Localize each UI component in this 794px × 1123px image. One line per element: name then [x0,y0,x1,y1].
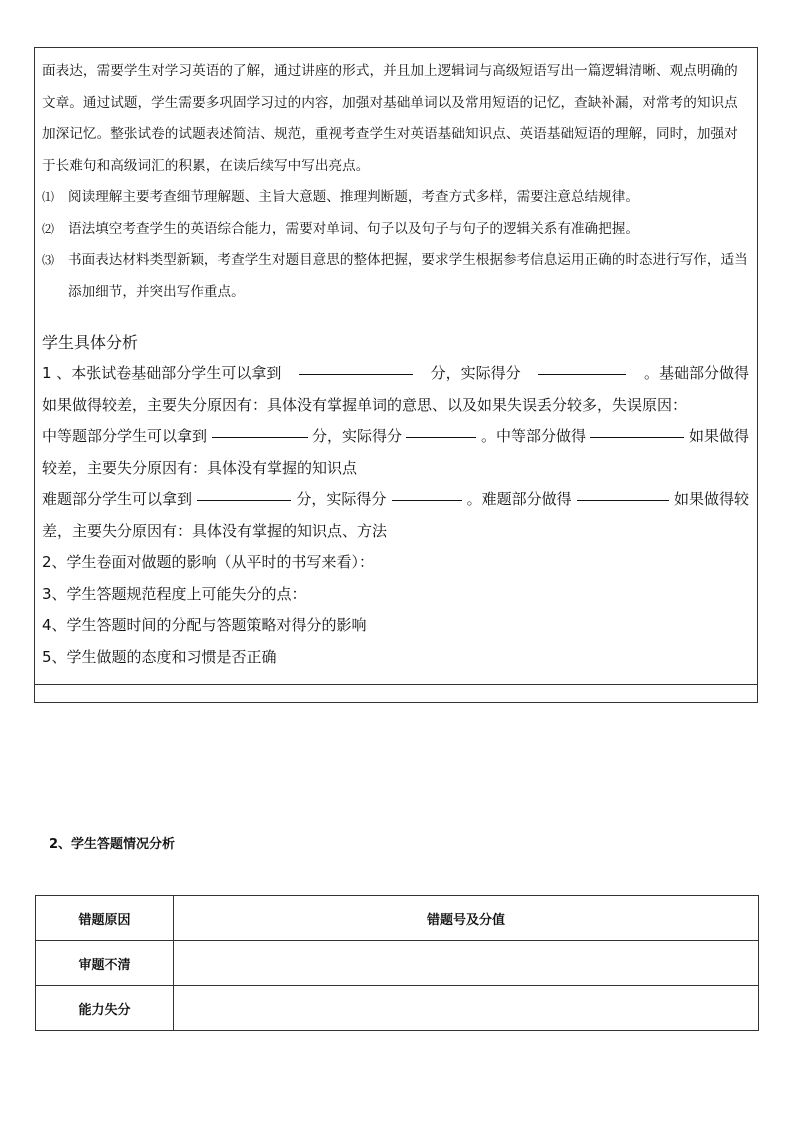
point-4: 4、学生答题时间的分配与答题策略对得分的影响 [42,616,367,634]
hard-score-line [42,484,749,516]
intro-paragraph: 面表达，需要学生对学习英语的了解，通过讲座的形式，并且加上逻辑词与高级短语写出一篇逻辑清晰、观点明确的文章。通过试题，学生需要多巩固学习过的内容，加强对基础单词以及常用短语的记忆，查缺补漏，对常考的知识点加深记忆。整张试卷的试题表述简洁、规范，重视考查学生对英语基础知识点、英语基础短语的理解，同时，加强对于长难句和高级词汇的积累，在读后续写中写出亮点。 [42,63,738,174]
mid-available-blank[interactable] [212,421,308,438]
header-error-reason: 错题原因 [36,896,174,941]
hard-actual-label: 分，实际得分 [296,490,387,508]
basic-actual-blank[interactable] [538,358,626,375]
section2-title: 2、学生答题情况分析 [49,837,176,852]
hard-performance-blank[interactable] [577,484,669,501]
row-value-cell[interactable] [174,941,759,986]
mid-score-line [42,421,749,453]
mid-actual-blank[interactable] [406,421,476,438]
summary-content [42,56,749,673]
summary-box [34,47,758,703]
list-item [42,182,749,214]
table-header-row [36,896,759,941]
mid-actual-label: 分，实际得分 [311,427,402,445]
table-row [36,941,759,986]
mid-performance-blank[interactable] [590,421,684,438]
basic-performance-label: 。基础部分做得 [643,364,749,382]
mid-reason-line: 较差，主要失分原因有：具体没有掌握的知识点 [42,458,358,477]
point-5: 5、学生做题的态度和习惯是否正确 [42,647,277,666]
analysis-title: 学生具体分析 [42,333,139,352]
mid-label: 中等题部分学生可以拿到 [42,427,208,445]
row-label: 审题不清 [36,941,174,986]
hard-actual-blank[interactable] [392,484,462,501]
item-text: 阅读理解主要考查细节理解题、主旨大意题、推理判断题，考查方式多样，需要注意总结规律。 [68,189,639,205]
basic-label: 1 、本张试卷基础部分学生可以拿到 [42,364,282,382]
hard-available-blank[interactable] [197,484,291,501]
item-number: ⑴ [42,190,55,204]
header-error-items: 错题号及分值 [174,896,759,941]
row-value-cell[interactable] [174,986,759,1031]
mid-if-label: 如果做得 [688,427,749,445]
basic-reason-line: 如果做得较差，主要失分原因有：具体没有掌握单词的意思、以及如果失误丢分较多，失误原因： [42,395,688,414]
error-table [35,895,759,1031]
point-3: 3、学生答题规范程度上可能失分的点： [42,584,307,603]
list-item [42,245,749,308]
basic-available-blank[interactable] [299,358,413,375]
hard-if-label: 如果做得较 [673,490,749,508]
hard-reason-line: 差，主要失分原因有：具体没有掌握的知识点、方法 [42,521,388,540]
row-label: 能力失分 [36,986,174,1031]
item-text: 书面表达材料类型新颖，考查学生对题目意思的整体把握，要求学生根据参考信息运用正确的时态进行写作，适当添加细节，并突出写作重点。 [68,252,748,300]
hard-label: 难题部分学生可以拿到 [42,490,193,508]
item-text: 语法填空考查学生的英语综合能力，需要对单词、句子以及句子与句子的逻辑关系有准确把握。 [68,220,639,237]
mid-performance-label: 。中等部分做得 [480,427,586,445]
basic-actual-label: 分，实际得分 [430,364,521,382]
list-item [42,214,749,246]
item-number: ⑵ [42,221,55,236]
table-row [36,986,759,1031]
item-number: ⑶ [42,253,55,267]
box-divider [35,684,757,685]
basic-score-line [42,358,749,390]
hard-performance-label: 。难题部分做得 [466,490,572,508]
point-2: 2、学生卷面对做题的影响（从平时的书写来看）： [42,553,375,571]
